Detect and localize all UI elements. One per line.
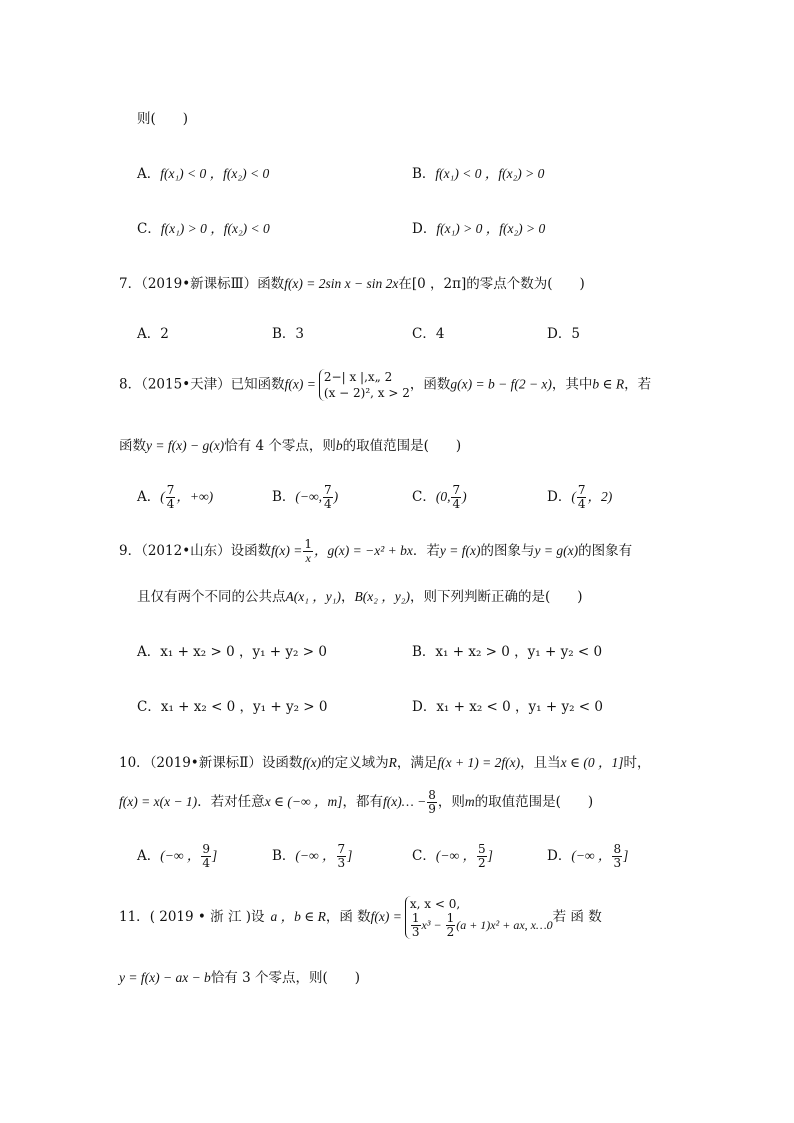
denominator: 4: [202, 856, 210, 870]
question-number: 8．: [119, 376, 142, 393]
option-math: ]: [347, 848, 353, 863]
option-math: f(x₁) < 0 ，f(x₂) < 0: [160, 166, 270, 181]
question-text: 若 函 数: [552, 909, 602, 925]
option-c[interactable]: C．x₁ + x₂ < 0 ，y₁ + y₂ > 0: [137, 699, 328, 715]
math-point: A(x₁ ，y₁): [285, 589, 341, 604]
option-label: D．: [412, 221, 437, 237]
option-label: C．: [412, 848, 436, 864]
denominator: 2: [477, 856, 486, 870]
fraction: [612, 843, 622, 870]
piecewise-brace: [319, 369, 410, 401]
math-variable: m: [464, 794, 475, 809]
question-10-line2: [119, 789, 593, 816]
numerator: 7: [166, 483, 175, 497]
denominator: 3: [337, 856, 346, 870]
piecewise-case: (x − 2)², x > 2: [323, 386, 410, 400]
question-text: 的图象与: [480, 543, 535, 559]
option-math: (−∞ ，: [435, 848, 476, 863]
option-b[interactable]: B．3: [272, 326, 305, 342]
fraction: [577, 484, 587, 511]
question-8-line2: [119, 434, 461, 454]
math-term: (a + 1)x² + ax, x…0: [456, 918, 553, 932]
math-formula: b ∈ R: [294, 909, 326, 924]
option-math: (−∞ ，: [295, 848, 336, 863]
numerator: 8: [428, 788, 436, 802]
piecewise-brace: [405, 896, 553, 939]
math-variable: a ，: [270, 909, 295, 924]
question-text: ，都有: [342, 794, 384, 810]
option-c[interactable]: [412, 484, 467, 511]
numerator: 5: [477, 842, 486, 856]
numerator: 1: [411, 911, 420, 925]
question-text: 时，: [623, 755, 651, 771]
question-text: 恰有 3 个零点，则( ): [210, 970, 361, 986]
option-math: (−∞ ，: [160, 848, 201, 863]
fraction: [323, 484, 333, 511]
question-text: 已知函数: [230, 376, 285, 393]
option-d[interactable]: D．x₁ + x₂ < 0 ，y₁ + y₂ < 0: [412, 699, 603, 715]
math-formula: f(x) =: [284, 376, 316, 392]
option-label: A．: [137, 489, 161, 505]
option-math: ]: [212, 848, 218, 863]
option-c[interactable]: [412, 843, 493, 870]
option-math: ]: [487, 848, 493, 863]
question-text: 的取值范围是( ): [342, 438, 462, 454]
option-a[interactable]: [137, 484, 213, 511]
question-11-line2: [119, 966, 360, 986]
question-source: （2015•天津）: [141, 376, 231, 393]
math-formula: x ∈ (−∞ ，m]: [264, 794, 343, 809]
option-math: f(x₁) < 0 ，f(x₂) > 0: [435, 166, 545, 181]
math-point: B(x₂ ，y₂): [354, 589, 410, 604]
question-text: 设函数: [230, 543, 272, 559]
numerator: 8: [613, 842, 622, 856]
question-text: ，函数: [409, 376, 451, 393]
piecewise-case: 2−| x |,x„ 2: [323, 370, 393, 384]
fraction: [201, 843, 211, 870]
option-b[interactable]: [272, 843, 352, 870]
numerator: 7: [324, 483, 332, 497]
numerator: 9: [202, 842, 210, 856]
question-text: ，则下列判断正确的是( ): [409, 589, 583, 605]
question-text: 且仅有两个不同的公共点: [137, 589, 286, 605]
question-text: ，其中: [551, 376, 593, 393]
question-10: [119, 751, 650, 771]
option-d[interactable]: D．5: [547, 326, 580, 342]
option-label: A．: [137, 848, 161, 864]
question-lead: 则( ): [137, 111, 189, 127]
option-a[interactable]: [137, 843, 217, 870]
question-text: 的取值范围是( ): [474, 794, 594, 810]
option-label: D．: [547, 489, 572, 505]
fraction: [337, 843, 347, 870]
question-source: （2019•新课标Ⅱ）: [149, 755, 262, 771]
question-text: ，则: [437, 794, 465, 810]
option-math: ，+∞): [176, 489, 214, 504]
question-text: ．若: [412, 543, 440, 559]
option-math: ，2): [587, 489, 613, 504]
denominator: 4: [324, 497, 332, 511]
question-source: ( 2019 • 浙 江 ): [149, 909, 251, 925]
question-text: 在[0 ，2π]的零点个数为( ): [398, 276, 585, 292]
denominator: 3: [613, 856, 622, 870]
math-formula: y = f(x): [439, 543, 481, 558]
question-text: ，满足: [396, 755, 438, 771]
denominator: 4: [452, 497, 461, 511]
math-variable: R: [388, 755, 397, 770]
denominator: x: [305, 551, 311, 565]
math-formula: f(x) =: [271, 543, 303, 558]
question-text: 设: [251, 909, 271, 925]
math-formula: f(x) = x(x − 1): [119, 794, 198, 809]
question-text: 恰有 4 个零点，则: [224, 438, 336, 454]
option-label: D．: [547, 848, 572, 864]
denominator: 9: [428, 802, 436, 816]
math-formula: b ∈ R: [592, 376, 625, 392]
numerator: 7: [577, 483, 586, 497]
option-a[interactable]: [137, 162, 269, 182]
option-math: (−∞ ，: [571, 848, 612, 863]
piecewise-case: x, x < 0,: [409, 897, 461, 911]
denominator: 4: [577, 497, 586, 511]
question-text: 的定义域为: [321, 755, 389, 771]
option-math: ): [333, 489, 339, 504]
question-11: [119, 896, 602, 939]
math-formula: g(x) = b − f(2 − x): [450, 376, 552, 392]
question-text: 函数: [257, 276, 285, 292]
math-formula: x ∈ (0 ，1]: [560, 755, 624, 770]
option-label: B．: [272, 489, 296, 505]
fraction: [166, 484, 176, 511]
option-a[interactable]: A．2: [137, 326, 169, 342]
math-formula: f(x): [302, 755, 322, 770]
separator: ，: [340, 589, 355, 605]
option-label: A．: [137, 166, 161, 182]
option-math: (: [571, 489, 576, 504]
question-text: ，若: [624, 376, 652, 393]
option-d[interactable]: [412, 217, 545, 237]
denominator: 3: [411, 925, 420, 939]
question-9: [119, 538, 632, 565]
fraction: [477, 843, 487, 870]
question-text: ，函 数: [325, 909, 371, 925]
math-variable: b: [335, 438, 343, 453]
math-formula: ，g(x) = −x² + bx: [314, 543, 413, 558]
numerator: 7: [337, 842, 346, 856]
option-a[interactable]: A．x₁ + x₂ > 0 ，y₁ + y₂ > 0: [137, 644, 327, 660]
option-d[interactable]: [547, 484, 612, 511]
option-label: B．: [272, 848, 296, 864]
question-number: 7．: [119, 276, 142, 292]
question-9-line2: [137, 585, 583, 605]
question-8: [119, 369, 651, 401]
denominator: 4: [166, 497, 175, 511]
option-d[interactable]: [547, 843, 628, 870]
question-source: （2019•新课标Ⅲ）: [141, 276, 258, 292]
question-text: 设函数: [261, 755, 303, 771]
math-formula: y = f(x) − ax − b: [119, 970, 211, 985]
math-formula: f(x) =: [370, 909, 402, 924]
fraction: [411, 912, 421, 939]
question-number: 9．: [119, 543, 142, 559]
math-formula: y = g(x): [534, 543, 579, 558]
option-math: f(x₁) > 0 ，f(x₂) < 0: [160, 221, 270, 236]
option-label: B．: [412, 166, 436, 182]
option-math: (0,: [435, 489, 451, 504]
math-term: x³ −: [421, 918, 445, 932]
question-source: （2012•山东）: [141, 543, 231, 559]
math-formula: f(x) = 2sin x − sin 2x: [284, 276, 399, 291]
numerator: 1: [304, 537, 313, 551]
math-formula: f(x + 1) = 2f(x): [437, 755, 521, 770]
option-b[interactable]: B．x₁ + x₂ > 0 ，y₁ + y₂ < 0: [412, 644, 603, 660]
piecewise-case: [410, 912, 553, 939]
option-c[interactable]: [137, 217, 270, 237]
option-label: C．: [412, 489, 436, 505]
option-math: ]: [623, 848, 629, 863]
option-b[interactable]: [272, 484, 338, 511]
question-number: 11．: [119, 909, 150, 925]
option-math: ): [462, 489, 467, 504]
question-text: ，且当: [520, 755, 561, 771]
denominator: 2: [446, 925, 455, 939]
option-math: (−∞,: [295, 489, 323, 504]
option-b[interactable]: [412, 162, 544, 182]
fraction: [451, 484, 461, 511]
option-math: (: [160, 489, 165, 504]
fraction: [303, 538, 313, 565]
math-formula: y = f(x) − g(x): [146, 438, 225, 453]
option-label: C．: [137, 221, 161, 237]
fraction: [446, 912, 456, 939]
option-c[interactable]: C．4: [412, 326, 445, 342]
question-7: [119, 272, 585, 292]
question-number: 10．: [119, 755, 150, 771]
question-text: 函数: [119, 438, 146, 454]
option-math: f(x₁) > 0 ，f(x₂) > 0: [436, 221, 546, 236]
question-text: ．若对任意: [197, 794, 265, 810]
numerator: 7: [452, 483, 461, 497]
fraction: [427, 789, 437, 816]
numerator: 1: [446, 911, 455, 925]
question-text: 的图象有: [578, 543, 633, 559]
math-formula: f(x)… −: [383, 794, 427, 809]
